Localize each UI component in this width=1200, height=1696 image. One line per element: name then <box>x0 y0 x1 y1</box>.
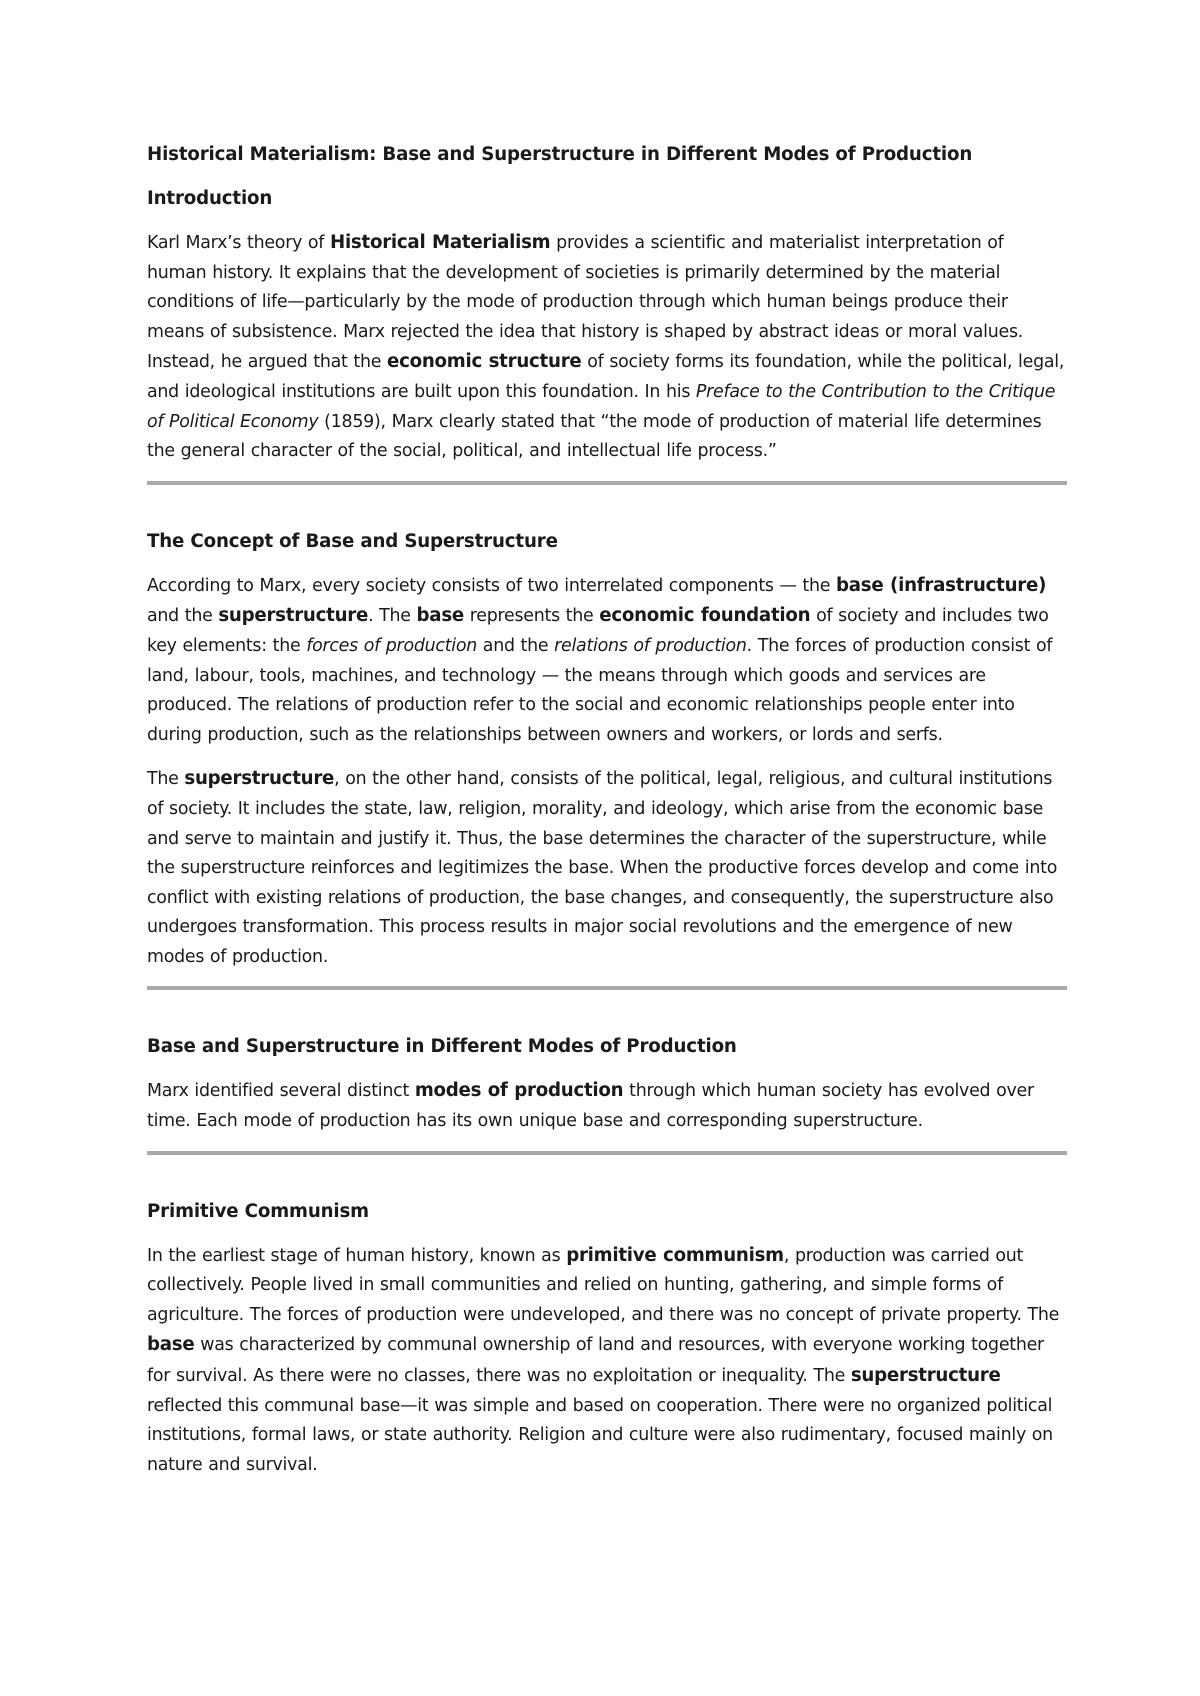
italic-book-title: Preface to the Contribution to the Critique of Political Economy <box>147 381 1056 432</box>
bold-term: modes of production <box>414 1080 624 1102</box>
italic-term: relations of production <box>554 635 747 656</box>
bold-term: economic foundation <box>599 605 811 627</box>
horizontal-divider <box>147 986 1067 990</box>
section-heading-concept: The Concept of Base and Superstructure <box>147 530 558 552</box>
paragraph-concept-base: According to Marx, every society consists of two interrelated components — the base (infrastructure) and the superstructure. The base represents the economic foundation of society and includes two key elements: the forces of production and the relations of production. The forces of production consist of land, labour, tools, machines, and technology — the means through which goods and services are produced. The relations of production refer to the social and economic relationships people enter into during production, such as the relationships between owners and workers, or lords and serfs. <box>147 574 1053 745</box>
section-heading-primitive-communism: Primitive Communism <box>147 1200 369 1222</box>
italic-term: forces of production <box>306 635 478 656</box>
bold-term: base <box>147 1334 195 1356</box>
horizontal-divider <box>147 481 1067 485</box>
bold-term: Historical Materialism <box>329 232 551 253</box>
section-heading-modes: Base and Superstructure in Different Modes of Production <box>147 1036 737 1058</box>
bold-term: base <box>416 605 464 627</box>
bold-term: base (infrastructure) <box>835 574 1047 596</box>
bold-term: superstructure <box>850 1365 1001 1387</box>
paragraph-modes: Marx identified several distinct modes of production through which human society has evolved over time. Each mode of production has its own unique base and corresponding superstructure. <box>147 1080 1034 1132</box>
section-heading-introduction: Introduction <box>147 188 273 209</box>
paragraph-introduction: Karl Marx’s theory of Historical Materialism provides a scientific and materialist interpretation of human history. It explains that the development of societies is primarily determined by the material conditions of life—particularly by the mode of production through which human beings produce their means of subsistence. Marx rejected the idea that history is shaped by abstract ideas or moral values. Instead, he argued that the economic structure of society forms its foundation, while the political, legal, and ideological institutions are built upon this foundation. In his Preface to the Contribution to the Critique of Political Economy (1859), Marx clearly stated that “the mode of production of material life determines the general character of the social, political, and intellectual life process.” <box>147 232 1065 462</box>
bold-term: economic structure <box>386 351 582 373</box>
document-title: Historical Materialism: Base and Superstructure in Different Modes of Production <box>147 144 973 165</box>
horizontal-divider <box>147 1151 1067 1155</box>
bold-term: superstructure <box>184 768 335 790</box>
document-body <box>147 140 1067 1494</box>
bold-term: superstructure <box>218 605 369 627</box>
paragraph-primitive-communism: In the earliest stage of human history, known as primitive communism, production was carried out collectively. People lived in small communities and relied on hunting, gathering, and simple forms of agriculture. The forces of production were undeveloped, and there was no concept of private property. The base was characterized by communal ownership of land and resources, with everyone working together for survival. As there were no classes, there was no exploitation or inequality. The superstructure reflected this communal base—it was simple and based on cooperation. There were no organized political institutions, formal laws, or state authority. Religion and culture were also rudimentary, focused mainly on nature and survival. <box>147 1244 1060 1475</box>
paragraph-concept-superstructure: The superstructure, on the other hand, consists of the political, legal, religious, and cultural institutions of society. It includes the state, law, religion, morality, and ideology, which arise from the economic base and serve to maintain and justify it. Thus, the base determines the character of the superstructure, while the superstructure reinforces and legitimizes the base. When the productive forces develop and come into conflict with existing relations of production, the base changes, and consequently, the superstructure also undergoes transformation. This process results in major social revolutions and the emergence of new modes of production. <box>147 768 1058 967</box>
bold-term: primitive communism <box>566 1244 784 1266</box>
